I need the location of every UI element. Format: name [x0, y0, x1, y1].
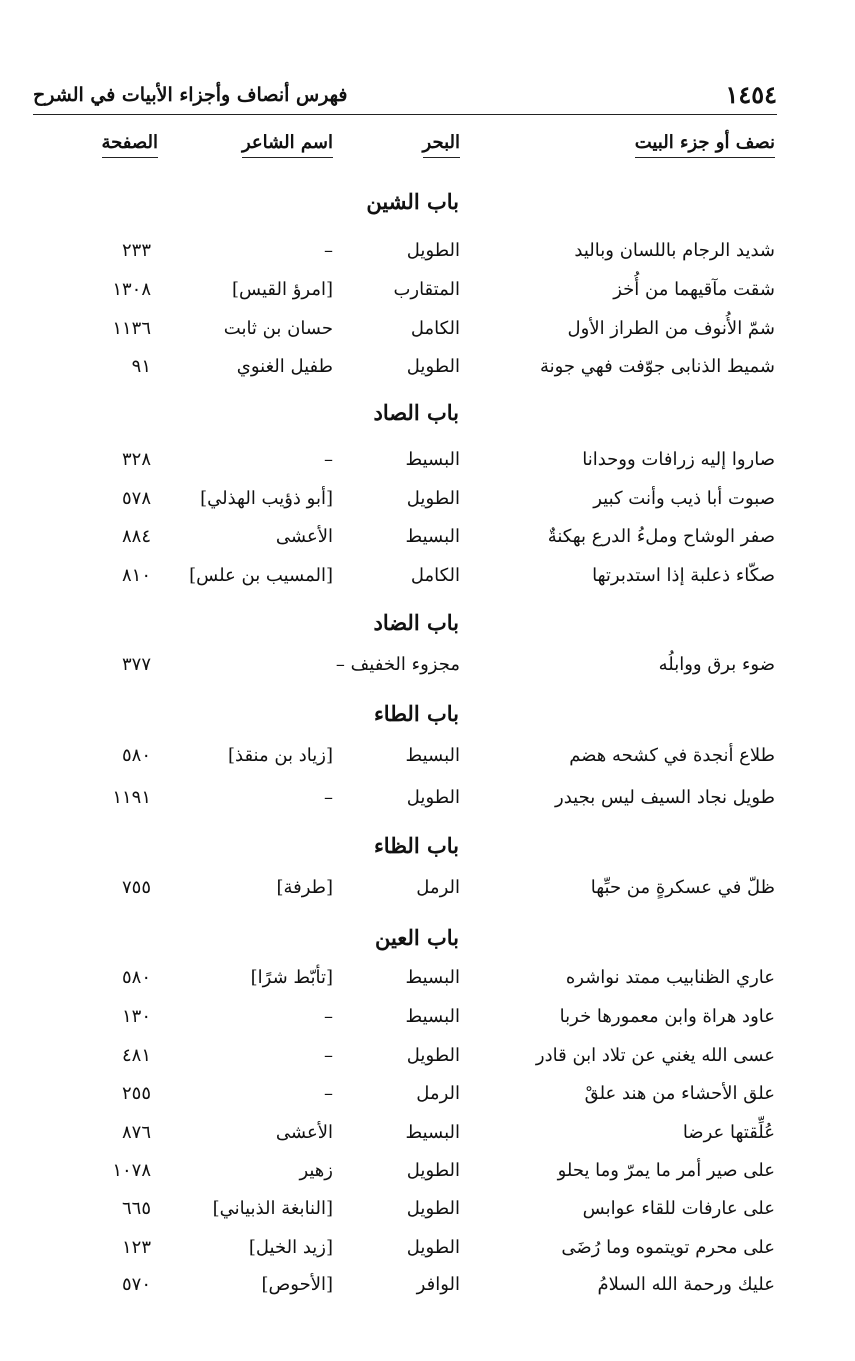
- entry-page: ٦٦٥: [121, 1198, 151, 1219]
- entry-verse: ضوء برق ووابلُه: [658, 654, 775, 675]
- section-title: باب الشين: [366, 189, 459, 214]
- entry-meter: الرمل: [416, 1083, 460, 1104]
- entry-page: ٥٧٨: [121, 488, 151, 509]
- entry-verse: على عارفات للقاء عوابس: [582, 1198, 775, 1219]
- entry-verse: طلاع أنجدة في كشحه هضم: [569, 745, 775, 766]
- entry-meter: الطويل: [406, 1198, 460, 1219]
- entry-meter: الطويل: [406, 1160, 460, 1181]
- page-number: ١٤٥٤: [725, 80, 777, 109]
- entry-verse: شديد الرجام باللسان وباليد: [574, 240, 775, 261]
- column-header-page: الصفحة: [102, 132, 158, 158]
- index-entry: [0, 1237, 855, 1271]
- entry-page: ٨٨٤: [121, 526, 151, 547]
- entry-verse: صبوت أبا ذيب وأنت كبير: [593, 488, 775, 509]
- entry-poet: –: [324, 787, 333, 808]
- index-entry: [0, 356, 855, 390]
- entry-poet: الأعشى: [275, 1122, 333, 1143]
- entry-poet: –: [324, 1083, 333, 1104]
- entry-page: ٥٨٠: [121, 745, 151, 766]
- entry-meter: المتقارب: [393, 279, 460, 300]
- entry-meter: البسيط: [405, 1122, 460, 1143]
- index-entry: [0, 526, 855, 560]
- entry-verse: عاري الظنابيب ممتد نواشره: [565, 967, 775, 988]
- entry-page: ٢٣٣: [121, 240, 151, 261]
- section-title: باب الظاء: [373, 833, 459, 858]
- section-title: باب العين: [374, 925, 459, 950]
- entry-meter: الكامل: [410, 565, 460, 586]
- entry-page: ٥٧٠: [121, 1274, 151, 1295]
- entry-meter: الطويل: [406, 787, 460, 808]
- column-header-poet: اسم الشاعر: [242, 132, 333, 158]
- index-entry: [0, 449, 855, 483]
- entry-page: ٨٧٦: [121, 1122, 151, 1143]
- index-entry: [0, 1006, 855, 1040]
- entry-poet: [تأبّط شرًا]: [250, 967, 333, 988]
- entry-page: ٩١: [131, 356, 151, 377]
- entry-meter: الطويل: [406, 240, 460, 261]
- index-entry: [0, 279, 855, 313]
- entry-meter: مجزوء الخفيف –: [335, 654, 460, 675]
- index-entry: [0, 488, 855, 522]
- section-title: باب الطاء: [373, 701, 459, 726]
- entry-page: ٤٨١: [121, 1045, 151, 1066]
- entry-poet: [زياد بن منقذ]: [227, 745, 333, 766]
- entry-verse: صفر الوشاح وملءُ الدرع بهكنةٌ: [547, 526, 775, 547]
- entry-page: ٨١٠: [121, 565, 151, 586]
- index-entry: [0, 1083, 855, 1117]
- index-entry: [0, 654, 855, 688]
- entry-poet: حسان بن ثابت: [223, 318, 333, 339]
- entry-page: ٣٧٧: [121, 654, 151, 675]
- entry-page: ١٣٠٨: [112, 279, 151, 300]
- entry-meter: الطويل: [406, 356, 460, 377]
- entry-meter: البسيط: [405, 745, 460, 766]
- entry-meter: الطويل: [406, 488, 460, 509]
- entry-verse: على صير أمر ما يمرّ وما يحلو: [557, 1160, 775, 1181]
- entry-meter: الطويل: [406, 1045, 460, 1066]
- entry-poet: [المسيب بن علس]: [189, 565, 333, 586]
- entry-poet: طفيل الغنوي: [236, 356, 333, 377]
- entry-verse: عسى الله يغني عن تلاد ابن قادر: [535, 1045, 775, 1066]
- column-header-meter: البحر: [423, 132, 460, 158]
- index-entry: [0, 787, 855, 821]
- entry-verse: عاود هراة وابن معمورها خربا: [559, 1006, 775, 1027]
- entry-page: ٢٥٥: [121, 1083, 151, 1104]
- entry-poet: [الأحوص]: [261, 1274, 333, 1295]
- entry-page: ١٣٠: [121, 1006, 151, 1027]
- index-entry: [0, 1045, 855, 1079]
- entry-verse: طويل نجاد السيف ليس بجيدر: [555, 787, 775, 808]
- index-entry: [0, 967, 855, 1001]
- entry-verse: عُلِّقتها عرضا: [682, 1122, 775, 1143]
- index-entry: [0, 1198, 855, 1232]
- index-entry: [0, 745, 855, 779]
- entry-meter: البسيط: [405, 526, 460, 547]
- entry-poet: الأعشى: [275, 526, 333, 547]
- entry-poet: زهير: [299, 1160, 333, 1181]
- index-entry: [0, 1160, 855, 1194]
- entry-page: ١١٣٦: [112, 318, 151, 339]
- entry-poet: [طرفة]: [276, 877, 333, 898]
- entry-meter: الرمل: [416, 877, 460, 898]
- entry-page: ١٢٣: [121, 1237, 151, 1258]
- entry-meter: الطويل: [406, 1237, 460, 1258]
- entry-verse: على محرم تويتموه وما رُضَى: [561, 1237, 775, 1258]
- entry-poet: –: [324, 240, 333, 261]
- entry-page: ١١٩١: [112, 787, 151, 808]
- index-entry: [0, 1122, 855, 1156]
- entry-meter: الوافر: [416, 1274, 460, 1295]
- entry-meter: البسيط: [405, 967, 460, 988]
- entry-page: ٧٥٥: [121, 877, 151, 898]
- entry-poet: [أبو ذؤيب الهذلي]: [200, 488, 333, 509]
- entry-verse: ظلّ في عسكرةٍ من حبِّها: [590, 877, 775, 898]
- entry-meter: البسيط: [405, 1006, 460, 1027]
- entry-poet: [النابغة الذبياني]: [212, 1198, 333, 1219]
- entry-page: ٥٨٠: [121, 967, 151, 988]
- page-header: [33, 80, 777, 115]
- index-entry: [0, 877, 855, 911]
- entry-verse: شميط الذنابى جوّفت فهي جونة: [539, 356, 775, 377]
- running-title: فهرس أنصاف وأجزاء الأبيات في الشرح: [33, 84, 348, 106]
- entry-verse: علق الأحشاء من هند علقْ: [584, 1083, 775, 1104]
- entry-verse: شمّ الأُنوف من الطراز الأول: [567, 318, 775, 339]
- index-entry: [0, 240, 855, 274]
- index-entry: [0, 318, 855, 352]
- index-entry: [0, 1274, 855, 1308]
- section-title: باب الضاد: [373, 610, 459, 635]
- section-title: باب الصاد: [373, 400, 459, 425]
- entry-verse: صكّاء ذعلبة إذا استدبرتها: [592, 565, 775, 586]
- entry-verse: صاروا إليه زرافات ووحدانا: [582, 449, 775, 470]
- entry-page: ٣٢٨: [121, 449, 151, 470]
- entry-verse: شقت مآقيهما من أُخز: [613, 279, 775, 300]
- entry-poet: –: [324, 1006, 333, 1027]
- entry-meter: البسيط: [405, 449, 460, 470]
- entry-poet: –: [324, 1045, 333, 1066]
- entry-poet: [زيد الخيل]: [248, 1237, 333, 1258]
- entry-meter: الكامل: [410, 318, 460, 339]
- entry-poet: [امرؤ القيس]: [231, 279, 333, 300]
- column-header-verse: نصف أو جزء البيت: [635, 132, 775, 158]
- entry-verse: عليك ورحمة الله السلامُ: [597, 1274, 775, 1295]
- entry-poet: –: [324, 449, 333, 470]
- entry-page: ١٠٧٨: [112, 1160, 151, 1181]
- index-entry: [0, 565, 855, 599]
